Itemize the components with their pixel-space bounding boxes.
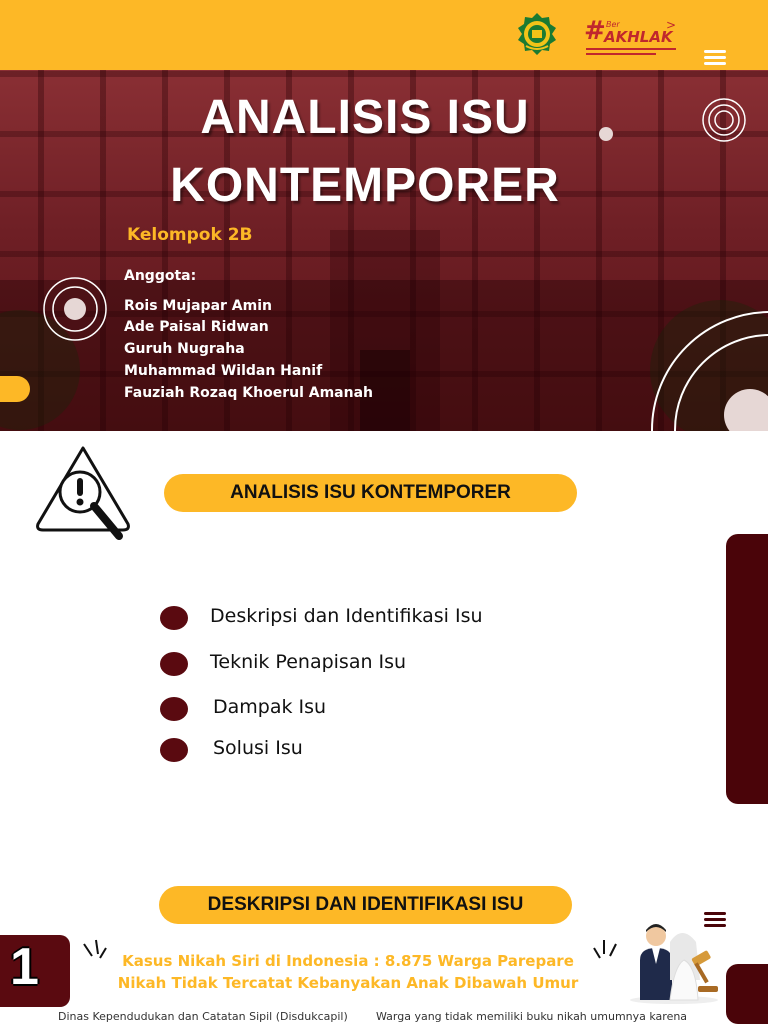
large-circle-decor-icon <box>645 305 768 431</box>
kemenag-logo-icon <box>514 12 560 56</box>
paragraph-left: Dinas Kependudukan dan Catatan Sipil (Disdukcapil) <box>58 1010 348 1023</box>
member-name: Rois Mujapar Amin <box>124 298 272 314</box>
akhlak-subtitle-lines <box>586 48 676 58</box>
member-name: Fauziah Rozaq Khoerul Amanah <box>124 385 374 401</box>
outline-item: Solusi Isu <box>213 737 303 759</box>
warning-search-icon <box>33 444 133 544</box>
outline-item: Deskripsi dan Identifikasi Isu <box>210 605 483 627</box>
section-number: 1 <box>10 938 39 996</box>
outline-item: Dampak Isu <box>213 696 327 718</box>
group-label: Kelompok 2B <box>127 225 253 245</box>
akhlak-hash: # <box>584 16 606 46</box>
article-headline: Kasus Nikah Siri di Indonesia : 8.875 Warga Parepare Nikah Tidak Tercatat Kebanyakan Anak Dibawah Umur <box>117 952 579 992</box>
akhlak-caret-icon: > <box>666 18 677 32</box>
top-bar <box>0 0 768 70</box>
akhlak-ber: Ber <box>606 20 620 29</box>
decor-pill <box>0 376 30 402</box>
spark-lines-icon <box>590 938 620 966</box>
side-tab <box>726 964 768 1024</box>
menu-icon[interactable] <box>704 50 726 66</box>
paragraph-right: Warga yang tidak memiliki buku nikah umumnya karena <box>376 1010 688 1023</box>
outline-heading: ANALISIS ISU KONTEMPORER <box>164 474 577 512</box>
member-name: Guruh Nugraha <box>124 341 245 357</box>
hero-title-line2: KONTEMPORER <box>170 159 560 212</box>
hero-title-line1: ANALISIS ISU <box>200 91 530 144</box>
member-name: Muhammad Wildan Hanif <box>124 363 323 379</box>
section-number-badge <box>0 935 70 1007</box>
side-tab <box>726 534 768 804</box>
member-name: Ade Paisal Ridwan <box>124 319 269 335</box>
hero-banner <box>0 70 768 431</box>
bullet-dot <box>160 652 188 676</box>
berakhlak-logo <box>584 18 680 58</box>
decor-dot <box>599 127 613 141</box>
members-label: Anggota: <box>124 268 197 284</box>
akhlak-word: AKHLAK <box>604 28 673 46</box>
concentric-circle-icon <box>700 96 748 144</box>
wedding-gavel-illustration-icon <box>626 920 722 1004</box>
bullet-dot <box>160 738 188 762</box>
section1-heading: DESKRIPSI DAN IDENTIFIKASI ISU <box>159 886 572 924</box>
bullet-dot <box>160 606 188 630</box>
outline-item: Teknik Penapisan Isu <box>210 651 407 673</box>
bullet-dot <box>160 697 188 721</box>
concentric-circle-icon <box>42 276 108 342</box>
